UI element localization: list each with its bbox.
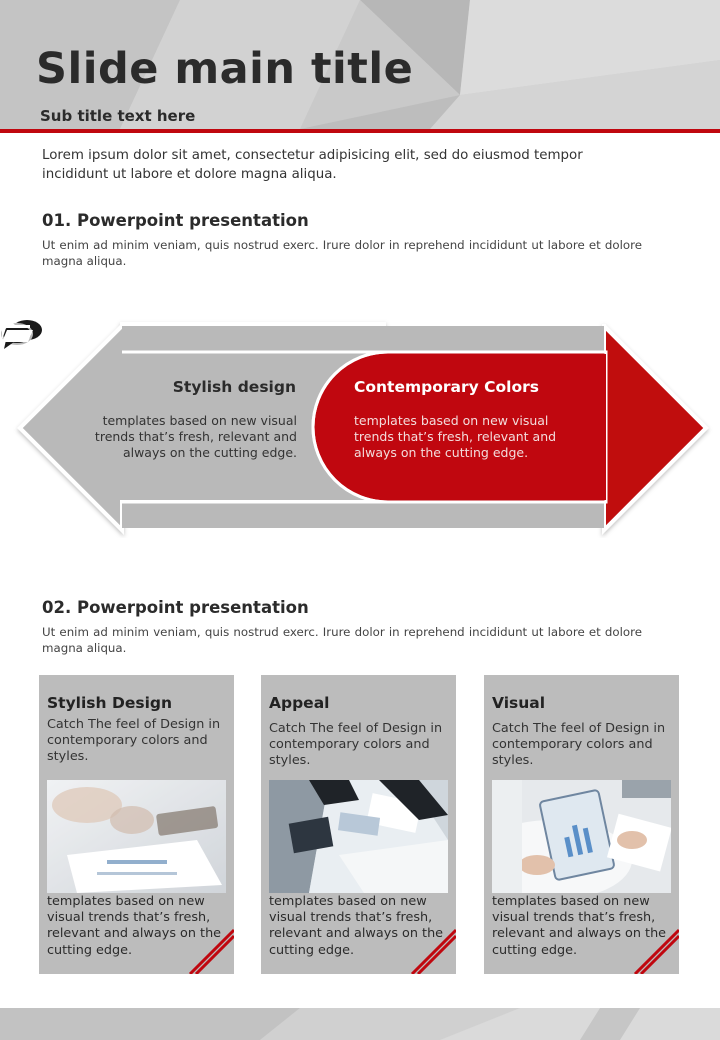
diagram-right-title: Contemporary Colors [354, 378, 539, 396]
card-title: Appeal [269, 694, 330, 712]
diagram-left-title: Stylish design [172, 378, 296, 396]
card-stylish-design [39, 675, 234, 974]
card-title: Visual [492, 694, 546, 712]
footer-polygon-background [0, 1008, 720, 1040]
card-appeal [261, 675, 456, 974]
footer-band [0, 1008, 720, 1040]
card-red-stripe [406, 926, 456, 974]
card-body-text: templates based on new visual trends that’s fresh, relevant and always on the cutting edge. [47, 894, 222, 958]
section-1-description: Ut enim ad minim veniam, quis nostrud exerc. Irure dolor in reprehend incididunt ut labore et dolore magna aliqua. [42, 238, 642, 268]
card-body-text: templates based on new visual trends that’s fresh, relevant and always on the cutting edge. [492, 894, 667, 958]
diagram-right-text: templates based on new visual trends that’s fresh, relevant and always on the cutting edge. [354, 413, 557, 460]
card-subtitle: Catch The feel of Design in contemporary colors and styles. [269, 721, 443, 768]
double-arrow-diagram [0, 318, 720, 538]
card-photo-meeting-laptop [269, 780, 448, 893]
diagram-left-text: templates based on new visual trends that’s fresh, relevant and always on the cutting edge. [94, 413, 297, 460]
section-1-title: 01. Powerpoint presentation [42, 211, 309, 230]
intro-paragraph: Lorem ipsum dolor sit amet, consectetur adipisicing elit, sed do eiusmod tempor incididunt ut labore et dolore magna aliqua. [42, 148, 583, 182]
header-divider [0, 129, 720, 133]
section-2-description: Ut enim ad minim veniam, quis nostrud exerc. Irure dolor in reprehend incididunt ut labore et dolore magna aliqua. [42, 625, 642, 655]
card-photo-business-documents [47, 780, 226, 893]
card-visual [484, 675, 679, 974]
card-red-stripe [184, 926, 234, 974]
card-body-text: templates based on new visual trends that’s fresh, relevant and always on the cutting edge. [269, 894, 444, 958]
card-photo-tablet-charts [492, 780, 671, 893]
card-red-stripe [629, 926, 679, 974]
card-title: Stylish Design [47, 694, 173, 712]
card-subtitle: Catch The feel of Design in contemporary colors and styles. [492, 721, 666, 768]
page-subtitle: Sub title text here [40, 107, 196, 125]
header-banner [0, 0, 720, 129]
page-title: Slide main title [36, 44, 414, 94]
folder-icon [0, 318, 34, 344]
card-subtitle: Catch The feel of Design in contemporary colors and styles. [47, 717, 221, 764]
section-2-title: 02. Powerpoint presentation [42, 598, 309, 617]
